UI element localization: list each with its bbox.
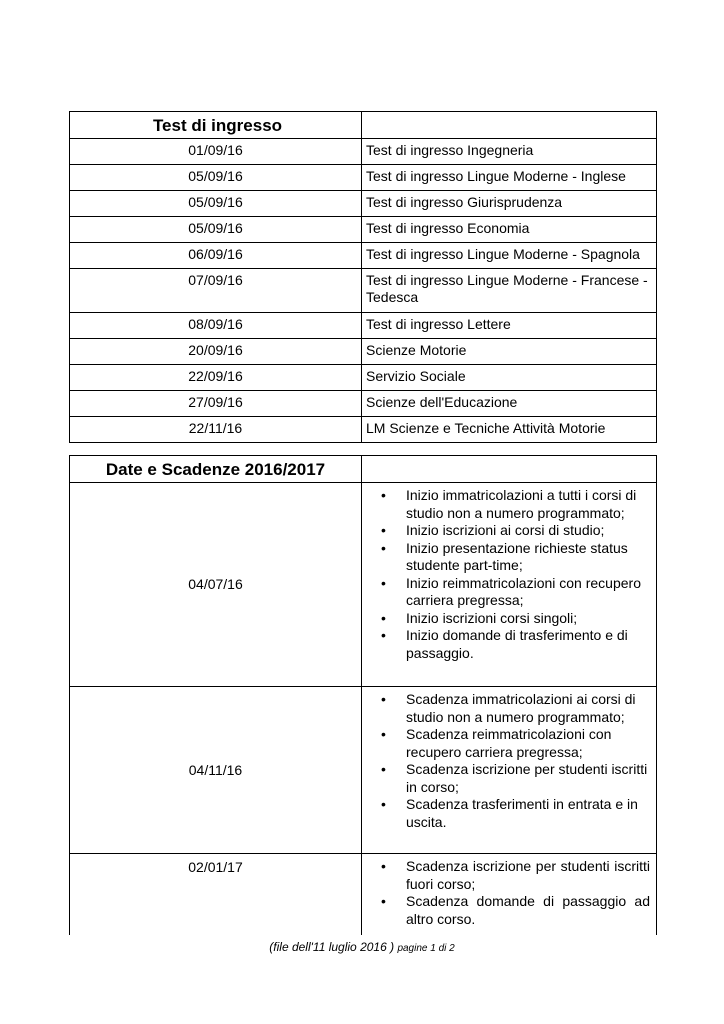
date-cell: 04/07/16: [70, 483, 362, 687]
table-title: Date e Scadenze 2016/2017: [70, 456, 362, 483]
deadline-list-cell: [362, 854, 657, 936]
table-header-empty-cell: [362, 456, 657, 483]
table-row: [70, 269, 657, 313]
date-cell: 07/09/16: [70, 269, 362, 313]
page-footer: [0, 940, 724, 954]
table-row: [70, 139, 657, 165]
footer-file-note: (file dell'11 luglio 2016 ): [269, 940, 395, 954]
table-row: [70, 165, 657, 191]
bullet-list: [366, 487, 652, 662]
date-cell: 22/09/16: [70, 365, 362, 391]
date-cell: 27/09/16: [70, 391, 362, 417]
list-item: • Scadenza iscrizione per studenti iscritti fuori corso;: [366, 858, 652, 893]
test-di-ingresso-table: [69, 111, 657, 443]
list-item: • Inizio iscrizioni ai corsi di studio;: [366, 522, 652, 540]
table-row: [70, 854, 657, 936]
date-cell: 05/09/16: [70, 217, 362, 243]
description-cell: Scienze dell'Educazione: [362, 391, 657, 417]
list-item: • Scadenza domande di passaggio ad altro corso.: [366, 893, 652, 928]
table-title: Test di ingresso: [70, 112, 362, 139]
list-item: • Inizio domande di trasferimento e di passaggio.: [366, 627, 652, 662]
description-cell: Test di ingresso Lingue Moderne - Inglese: [362, 165, 657, 191]
table-row: [70, 339, 657, 365]
table-header-row: [70, 112, 657, 139]
description-cell: Test di ingresso Ingegneria: [362, 139, 657, 165]
date-cell: 02/01/17: [70, 854, 362, 936]
table-header-row: [70, 456, 657, 483]
list-item: • Inizio presentazione richieste status studente part-time;: [366, 540, 652, 575]
date-cell: 08/09/16: [70, 313, 362, 339]
date-cell: 20/09/16: [70, 339, 362, 365]
list-item: • Inizio iscrizioni corsi singoli;: [366, 610, 652, 628]
deadline-list-cell: [362, 483, 657, 687]
bullet-list: [366, 691, 652, 831]
table-row: [70, 483, 657, 687]
table-row: [70, 191, 657, 217]
date-cell: 01/09/16: [70, 139, 362, 165]
deadline-list-cell: [362, 687, 657, 854]
description-cell: Test di ingresso Lettere: [362, 313, 657, 339]
table-row: [70, 313, 657, 339]
date-cell: 04/11/16: [70, 687, 362, 854]
description-cell: Servizio Sociale: [362, 365, 657, 391]
table-row: [70, 243, 657, 269]
table-row: [70, 391, 657, 417]
list-item: • Scadenza immatricolazioni ai corsi di studio non a numero programmato;: [366, 691, 652, 726]
description-cell: Test di ingresso Economia: [362, 217, 657, 243]
date-cell: 06/09/16: [70, 243, 362, 269]
description-cell: Test di ingresso Giurisprudenza: [362, 191, 657, 217]
description-cell: LM Scienze e Tecniche Attività Motorie: [362, 417, 657, 443]
table-row: [70, 217, 657, 243]
table-row: [70, 687, 657, 854]
list-item: • Scadenza trasferimenti in entrata e in uscita.: [366, 796, 652, 831]
list-item: • Scadenza reimmatricolazioni con recupero carriera pregressa;: [366, 726, 652, 761]
list-item: • Scadenza iscrizione per studenti iscritti in corso;: [366, 761, 652, 796]
footer-page-number: pagine 1 di 2: [397, 943, 455, 954]
date-cell: 22/11/16: [70, 417, 362, 443]
table-header-empty-cell: [362, 112, 657, 139]
date-cell: 05/09/16: [70, 165, 362, 191]
table-row: [70, 417, 657, 443]
description-cell: Test di ingresso Lingue Moderne - Spagnola: [362, 243, 657, 269]
date-e-scadenze-table: [69, 455, 657, 935]
description-cell: Test di ingresso Lingue Moderne - Francese - Tedesca: [362, 269, 657, 313]
bullet-list: [366, 858, 652, 928]
description-cell: Scienze Motorie: [362, 339, 657, 365]
list-item: • Inizio immatricolazioni a tutti i corsi di studio non a numero programmato;: [366, 487, 652, 522]
list-item: • Inizio reimmatricolazioni con recupero carriera pregressa;: [366, 575, 652, 610]
date-cell: 05/09/16: [70, 191, 362, 217]
table-row: [70, 365, 657, 391]
